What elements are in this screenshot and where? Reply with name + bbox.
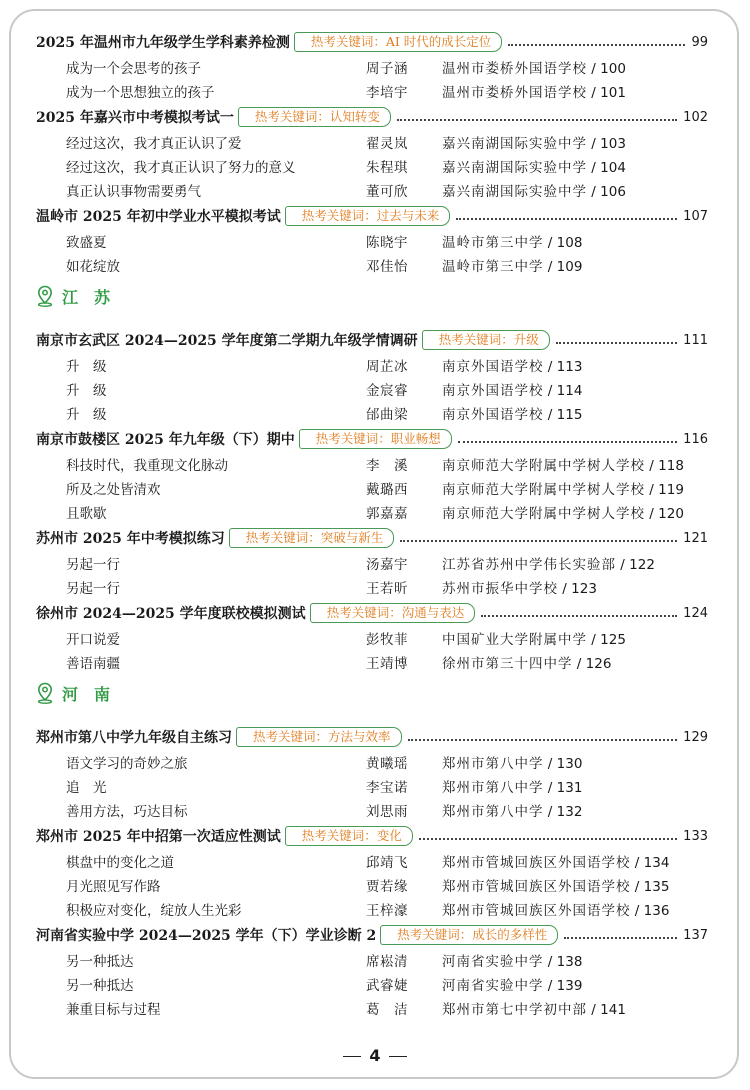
page-separator: / — [543, 756, 557, 772]
article-entry[interactable] — [36, 499, 708, 523]
article-school: 温岭市第三中学 — [442, 259, 544, 275]
page-separator: / — [645, 482, 659, 498]
dot-leader — [419, 838, 677, 840]
province-heading — [36, 282, 708, 310]
article-entry[interactable] — [36, 550, 708, 574]
article-school-and-page — [442, 974, 582, 994]
table-of-contents — [36, 30, 708, 1019]
article-school: 南京师范大学附属中学树人学校 — [442, 458, 645, 474]
article-entry[interactable] — [36, 947, 708, 971]
page-separator: / — [587, 136, 601, 152]
article-entry[interactable] — [36, 995, 708, 1019]
article-school-and-page — [442, 156, 626, 176]
page-separator: / — [543, 359, 557, 375]
section-page-number: 116 — [683, 431, 708, 447]
article-title: 成为一个思想独立的孩子 — [66, 85, 215, 101]
article-page-number: 114 — [556, 383, 583, 399]
keyword-tag: 热考关键词：认知转变 — [238, 107, 391, 127]
article-school: 郑州市管城回族区外国语学校 — [442, 903, 631, 919]
article-school: 温岭市第三中学 — [442, 235, 544, 251]
article-page-number: 136 — [643, 903, 670, 919]
article-entry[interactable] — [36, 400, 708, 424]
article-title: 善用方法，巧达目标 — [66, 804, 188, 820]
article-page-number: 108 — [556, 235, 583, 251]
exam-section-heading[interactable] — [36, 725, 708, 749]
dot-leader — [556, 342, 677, 344]
exam-section-heading[interactable] — [36, 328, 708, 352]
article-page-number: 104 — [600, 160, 626, 176]
article-page-number: 106 — [600, 184, 626, 200]
article-author: 武睿婕 — [366, 978, 408, 994]
keyword-tag: 热考关键词：AI 时代的成长定位 — [294, 32, 502, 52]
section-page-number: 137 — [683, 927, 708, 943]
province-name: 江 苏 — [62, 287, 111, 307]
page-separator: / — [543, 954, 557, 970]
article-page-number: 113 — [556, 359, 583, 375]
article-school-and-page — [442, 231, 582, 251]
article-author: 李培宇 — [366, 85, 408, 101]
article-author: 邰曲梁 — [366, 407, 408, 423]
page-number: 4 — [369, 1046, 381, 1065]
page-footer — [0, 1046, 750, 1065]
article-school-and-page — [442, 454, 684, 474]
article-page-number: 123 — [571, 581, 597, 597]
page-separator: / — [543, 235, 557, 251]
article-page-number: 141 — [600, 1002, 626, 1018]
exam-title: 河南省实验中学 2024—2025 学年（下）学业诊断 2 — [36, 928, 377, 944]
article-school-and-page — [442, 553, 655, 573]
article-school-and-page — [442, 800, 582, 820]
article-title: 棋盘中的变化之道 — [66, 855, 174, 871]
article-author: 王若昕 — [366, 581, 408, 597]
page-separator: / — [543, 978, 557, 994]
page-separator: / — [543, 259, 557, 275]
article-title: 月光照见写作路 — [66, 879, 161, 895]
article-author: 周子涵 — [366, 61, 408, 77]
article-title: 如花绽放 — [66, 259, 120, 275]
page-separator: / — [630, 903, 644, 919]
article-school: 嘉兴南湖国际实验中学 — [442, 160, 587, 176]
article-entry[interactable] — [36, 848, 708, 872]
exam-section-heading[interactable] — [36, 923, 708, 947]
article-author: 葛 洁 — [366, 1002, 408, 1018]
province-name: 河 南 — [62, 684, 111, 704]
article-entry[interactable] — [36, 749, 708, 773]
exam-title: 苏州市 2025 年中考模拟练习 — [36, 531, 225, 547]
article-entry[interactable] — [36, 228, 708, 252]
article-author: 汤嘉宇 — [366, 557, 408, 573]
section-page-number: 133 — [683, 828, 708, 844]
article-school: 中国矿业大学附属中学 — [442, 632, 587, 648]
article-school-and-page — [442, 502, 684, 522]
article-school: 郑州市管城回族区外国语学校 — [442, 879, 631, 895]
article-school: 南京外国语学校 — [442, 359, 544, 375]
footer-dash-right — [389, 1056, 407, 1057]
article-entry[interactable] — [36, 451, 708, 475]
footer-dash-left — [343, 1056, 361, 1057]
page-separator: / — [645, 458, 659, 474]
keyword-tag: 热考关键词：职业畅想 — [299, 429, 452, 449]
article-school-and-page — [442, 998, 626, 1018]
article-author: 彭牧菲 — [366, 632, 408, 648]
article-title: 升 级 — [66, 359, 107, 375]
article-entry[interactable] — [36, 574, 708, 598]
article-school-and-page — [442, 81, 626, 101]
article-page-number: 103 — [600, 136, 626, 152]
article-school-and-page — [442, 180, 626, 200]
page-separator: / — [616, 557, 630, 573]
article-entry[interactable] — [36, 153, 708, 177]
exam-title: 郑州市第八中学九年级自主练习 — [36, 730, 232, 746]
article-author: 董可欣 — [366, 184, 408, 200]
article-school: 郑州市第七中学初中部 — [442, 1002, 587, 1018]
dot-leader — [508, 44, 685, 46]
article-title: 致盛夏 — [66, 235, 107, 251]
article-school: 江苏省苏州中学伟长实验部 — [442, 557, 616, 573]
article-school: 郑州市第八中学 — [442, 756, 544, 772]
exam-title: 南京市玄武区 2024—2025 学年度第二学期九年级学情调研 — [36, 333, 418, 349]
article-school: 温州市娄桥外国语学校 — [442, 61, 587, 77]
dot-leader — [458, 441, 677, 443]
dot-leader — [456, 218, 677, 220]
article-school-and-page — [442, 875, 669, 895]
article-school-and-page — [442, 899, 669, 919]
article-school: 徐州市第三十四中学 — [442, 656, 573, 672]
article-entry[interactable] — [36, 54, 708, 78]
exam-section-heading[interactable] — [36, 427, 708, 451]
article-school-and-page — [442, 478, 684, 498]
keyword-tag: 热考关键词：成长的多样性 — [380, 925, 558, 945]
section-page-number: 107 — [683, 208, 708, 224]
article-school: 南京师范大学附属中学树人学校 — [442, 482, 645, 498]
keyword-tag: 热考关键词：升级 — [422, 330, 550, 350]
article-entry[interactable] — [36, 625, 708, 649]
article-author: 李 溪 — [366, 458, 408, 474]
article-entry[interactable] — [36, 177, 708, 201]
article-author: 陈晓宇 — [366, 235, 408, 251]
article-title: 积极应对变化，绽放人生光彩 — [66, 903, 242, 919]
article-title: 另起一行 — [66, 581, 120, 597]
article-school-and-page — [442, 255, 582, 275]
article-author: 郭嘉嘉 — [366, 506, 408, 522]
article-entry[interactable] — [36, 475, 708, 499]
article-title: 真正认识事物需要勇气 — [66, 184, 201, 200]
article-page-number: 125 — [600, 632, 626, 648]
article-title: 经过这次，我才真正认识了爱 — [66, 136, 242, 152]
keyword-tag: 热考关键词：方法与效率 — [236, 727, 402, 747]
article-entry[interactable] — [36, 649, 708, 673]
map-pin-icon — [36, 682, 54, 704]
article-page-number: 126 — [585, 656, 612, 672]
article-school: 嘉兴南湖国际实验中学 — [442, 136, 587, 152]
page-separator: / — [630, 855, 644, 871]
article-title: 兼重目标与过程 — [66, 1002, 161, 1018]
article-author: 邓佳怡 — [366, 259, 408, 275]
page-separator: / — [587, 184, 601, 200]
article-author: 戴璐西 — [366, 482, 408, 498]
article-author: 周芷冰 — [366, 359, 408, 375]
article-author: 翟灵岚 — [366, 136, 408, 152]
article-title: 善语南疆 — [66, 656, 120, 672]
exam-section-heading[interactable] — [36, 105, 708, 129]
article-entry[interactable] — [36, 78, 708, 102]
keyword-tag: 热考关键词：过去与未来 — [285, 206, 451, 226]
article-page-number: 100 — [600, 61, 626, 77]
article-entry[interactable] — [36, 129, 708, 153]
article-school-and-page — [442, 355, 582, 375]
exam-section-heading[interactable] — [36, 824, 708, 848]
article-school: 郑州市第八中学 — [442, 804, 544, 820]
article-author: 邱靖飞 — [366, 855, 408, 871]
article-page-number: 101 — [600, 85, 626, 101]
article-page-number: 131 — [556, 780, 583, 796]
article-title: 追 光 — [66, 780, 107, 796]
article-author: 王靖博 — [366, 656, 408, 672]
article-school-and-page — [442, 752, 582, 772]
article-title: 且歌歇 — [66, 506, 107, 522]
article-title: 经过这次，我才真正认识了努力的意义 — [66, 160, 296, 176]
article-page-number: 134 — [643, 855, 670, 871]
article-author: 李宝诺 — [366, 780, 408, 796]
keyword-tag: 热考关键词：变化 — [285, 826, 413, 846]
page-separator: / — [543, 780, 557, 796]
section-page-number: 121 — [683, 530, 708, 546]
exam-title: 南京市鼓楼区 2025 年九年级（下）期中 — [36, 432, 295, 448]
section-page-number: 102 — [683, 109, 708, 125]
exam-title: 郑州市 2025 年中招第一次适应性测试 — [36, 829, 281, 845]
article-title: 升 级 — [66, 383, 107, 399]
section-page-number: 124 — [683, 605, 708, 621]
exam-section-heading[interactable] — [36, 30, 708, 54]
page-separator: / — [587, 1002, 601, 1018]
section-page-number: 129 — [683, 729, 708, 745]
dot-leader — [408, 739, 678, 741]
article-school: 郑州市第八中学 — [442, 780, 544, 796]
page-separator: / — [587, 160, 601, 176]
article-page-number: 120 — [658, 506, 684, 522]
article-author: 金宸睿 — [366, 383, 408, 399]
article-author: 黄曦瑶 — [366, 756, 408, 772]
section-page-number: 111 — [683, 332, 708, 348]
article-school: 河南省实验中学 — [442, 954, 544, 970]
dot-leader — [397, 119, 677, 121]
page-separator: / — [543, 804, 557, 820]
article-school-and-page — [442, 379, 582, 399]
page-separator: / — [587, 85, 601, 101]
exam-section-heading[interactable] — [36, 204, 708, 228]
article-title: 另起一行 — [66, 557, 120, 573]
page-separator: / — [587, 61, 601, 77]
article-entry[interactable] — [36, 252, 708, 276]
dot-leader — [481, 615, 677, 617]
article-school-and-page — [442, 950, 582, 970]
article-school: 苏州市振华中学校 — [442, 581, 558, 597]
page-separator: / — [543, 383, 557, 399]
article-entry[interactable] — [36, 896, 708, 920]
article-title: 开口说爱 — [66, 632, 120, 648]
article-entry[interactable] — [36, 376, 708, 400]
exam-title: 徐州市 2024—2025 学年度联校模拟测试 — [36, 606, 306, 622]
article-school: 河南省实验中学 — [442, 978, 544, 994]
article-school: 郑州市管城回族区外国语学校 — [442, 855, 631, 871]
article-page-number: 118 — [658, 458, 684, 474]
article-school-and-page — [442, 57, 626, 77]
article-school: 南京外国语学校 — [442, 383, 544, 399]
article-page-number: 122 — [629, 557, 655, 573]
exam-title: 温岭市 2025 年初中学业水平模拟考试 — [36, 209, 281, 225]
map-pin-icon — [36, 285, 54, 307]
article-author: 王梓濠 — [366, 903, 408, 919]
exam-title: 2025 年嘉兴市中考模拟考试一 — [36, 110, 234, 126]
article-entry[interactable] — [36, 872, 708, 896]
exam-title: 2025 年温州市九年级学生学科素养检测 — [36, 35, 290, 51]
page-separator: / — [630, 879, 644, 895]
page-separator: / — [645, 506, 659, 522]
article-title: 升 级 — [66, 407, 107, 423]
article-author: 刘思雨 — [366, 804, 408, 820]
article-entry[interactable] — [36, 797, 708, 821]
page-separator: / — [543, 407, 557, 423]
page-separator: / — [587, 632, 601, 648]
province-heading — [36, 679, 708, 707]
article-title: 另一种抵达 — [66, 978, 134, 994]
dot-leader — [400, 540, 677, 542]
article-title: 成为一个会思考的孩子 — [66, 61, 201, 77]
article-page-number: 138 — [556, 954, 583, 970]
section-page-number: 99 — [691, 34, 708, 50]
article-author: 贾若缘 — [366, 879, 408, 895]
keyword-tag: 热考关键词：沟通与表达 — [310, 603, 476, 623]
exam-section-heading[interactable] — [36, 526, 708, 550]
article-school: 嘉兴南湖国际实验中学 — [442, 184, 587, 200]
article-school: 南京师范大学附属中学树人学校 — [442, 506, 645, 522]
dot-leader — [564, 937, 677, 939]
keyword-tag: 热考关键词：突破与新生 — [229, 528, 395, 548]
article-title: 语文学习的奇妙之旅 — [66, 756, 188, 772]
article-author: 朱程琪 — [366, 160, 408, 176]
article-entry[interactable] — [36, 971, 708, 995]
article-entry[interactable] — [36, 352, 708, 376]
article-page-number: 132 — [556, 804, 583, 820]
article-school-and-page — [442, 628, 626, 648]
article-page-number: 135 — [643, 879, 670, 895]
article-page-number: 119 — [658, 482, 684, 498]
page-separator: / — [572, 656, 586, 672]
article-title: 另一种抵达 — [66, 954, 134, 970]
article-entry[interactable] — [36, 773, 708, 797]
article-school-and-page — [442, 132, 626, 152]
article-title: 科技时代，我重现文化脉动 — [66, 458, 228, 474]
article-school-and-page — [442, 403, 582, 423]
article-school: 温州市娄桥外国语学校 — [442, 85, 587, 101]
article-school: 南京外国语学校 — [442, 407, 544, 423]
page-separator: / — [558, 581, 572, 597]
article-school-and-page — [442, 577, 597, 597]
exam-section-heading[interactable] — [36, 601, 708, 625]
article-author: 席崧清 — [366, 954, 408, 970]
article-page-number: 130 — [556, 756, 583, 772]
article-school-and-page — [442, 851, 669, 871]
article-page-number: 139 — [556, 978, 583, 994]
article-page-number: 115 — [556, 407, 583, 423]
article-school-and-page — [442, 776, 582, 796]
article-school-and-page — [442, 652, 611, 672]
article-page-number: 109 — [556, 259, 583, 275]
article-title: 所及之处皆清欢 — [66, 482, 161, 498]
